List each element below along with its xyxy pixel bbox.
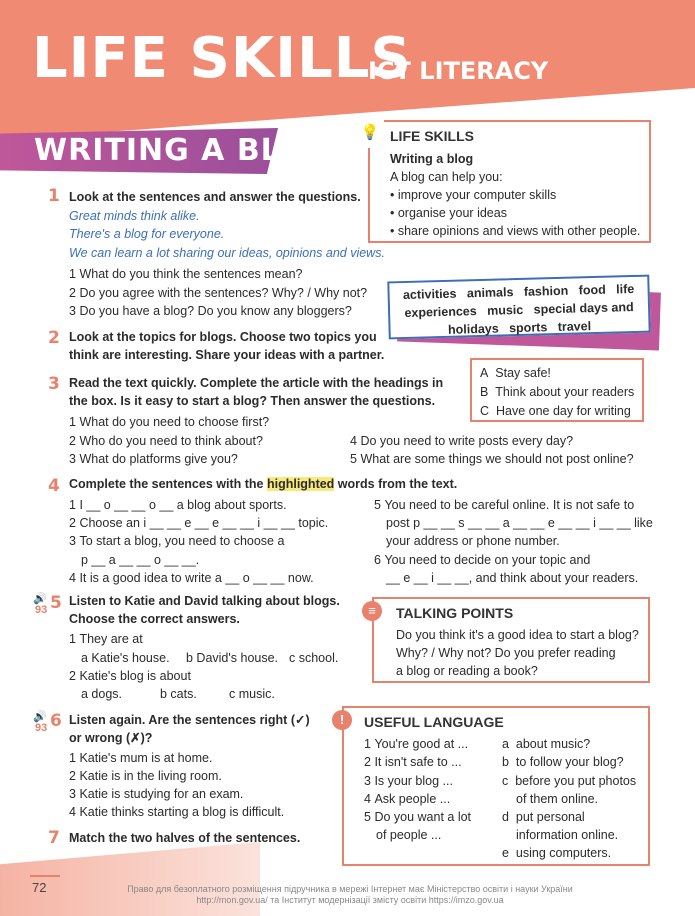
life-skills-box bbox=[360, 120, 651, 243]
question: 3 Do you have a blog? Do you know any bloggers? bbox=[69, 304, 352, 318]
phrase-start: 1 You're good at ... bbox=[364, 737, 469, 751]
exercise-instruction: Listen to Katie and David talking about blogs. bbox=[69, 594, 340, 608]
highlighted-word: highlighted bbox=[266, 477, 335, 491]
statement: 1 Katie's mum is at home. bbox=[69, 751, 213, 765]
sentence: post p __ __ s __ __ a __ __ e __ __ i __ __ like bbox=[386, 516, 653, 530]
question: 3 What do platforms give you? bbox=[69, 452, 238, 466]
exercise-instruction: Choose the correct answers. bbox=[69, 612, 240, 626]
topic-line: experiences music special days and bbox=[404, 300, 634, 320]
question: 1 What do you think the sentences mean? bbox=[69, 267, 303, 281]
exercise-instruction: Complete the sentences with the highlighted words from the text. bbox=[69, 477, 458, 491]
statement: 2 Katie is in the living room. bbox=[69, 769, 222, 783]
talking-point-line: Do you think it's a good idea to start a blog? bbox=[396, 628, 639, 642]
topic-line: holidays sports travel bbox=[447, 319, 592, 337]
exercise-number: 2 bbox=[48, 328, 60, 348]
answer-option[interactable]: c music. bbox=[229, 687, 275, 701]
page-number-rule bbox=[30, 875, 60, 877]
phrase-end: a about music? bbox=[502, 737, 591, 751]
sentence: 5 You need to be careful online. It is not safe to bbox=[374, 498, 635, 512]
unit-subtitle: ICT LITERACY bbox=[368, 57, 549, 85]
heading-option: C Have one day for writing bbox=[480, 404, 631, 418]
headings-box bbox=[470, 358, 644, 422]
exercise-number: 6 bbox=[50, 711, 62, 731]
life-skills-intro: A blog can help you: bbox=[390, 170, 503, 184]
question: 1 They are at bbox=[69, 632, 143, 646]
phrase-end: e using computers. bbox=[502, 846, 612, 860]
exercise-number: 7 bbox=[48, 828, 60, 848]
exclamation-icon: ! bbox=[332, 710, 352, 730]
phrase-end: c before you put photos bbox=[502, 774, 637, 788]
phrase-start: 2 It isn't safe to ... bbox=[364, 755, 462, 769]
talking-point-line: a blog or reading a book? bbox=[396, 664, 538, 678]
exercise-number: 4 bbox=[48, 476, 60, 496]
exercise-instruction: Look at the topics for blogs. Choose two topics you bbox=[69, 330, 377, 344]
audio-icon[interactable]: 🔊 bbox=[33, 593, 47, 605]
question: 1 What do you need to choose first? bbox=[69, 415, 270, 429]
sentence: 2 Choose an i __ __ e __ e __ __ i __ __ topic. bbox=[69, 516, 329, 530]
footer-note-line: Право для безоплатного розміщення підручника в мережі Інтернет має Міністерство освіти і науки України bbox=[127, 884, 573, 894]
track-number: 93 bbox=[35, 604, 48, 616]
phrase-end: information online. bbox=[516, 828, 619, 842]
phrase-end: of them online. bbox=[516, 792, 598, 806]
exercise-number: 1 bbox=[48, 186, 60, 206]
sentence: p __ a __ __ o __ __. bbox=[81, 553, 200, 567]
phrase-start: 5 Do you want a lot bbox=[364, 810, 472, 824]
exercise-number: 5 bbox=[50, 593, 62, 613]
quote: We can learn a lot sharing our ideas, opinions and views. bbox=[69, 246, 385, 260]
talking-points-title: TALKING POINTS bbox=[396, 605, 514, 621]
heading-option: A Stay safe! bbox=[480, 366, 551, 380]
useful-language-title: USEFUL LANGUAGE bbox=[364, 714, 504, 730]
sentence: 4 It is a good idea to write a __ o __ __ now. bbox=[69, 571, 314, 585]
quote: There's a blog for everyone. bbox=[69, 227, 225, 241]
question: 2 Who do you need to think about? bbox=[69, 434, 263, 448]
footer-note bbox=[110, 884, 590, 906]
answer-option[interactable]: a dogs. bbox=[81, 687, 123, 701]
footer-note-line: http://mon.gov.ua/ та Інститут модернізації змісту освіти https://imzo.gov.ua bbox=[196, 895, 504, 905]
heading-option: B Think about your readers bbox=[480, 385, 635, 399]
question: 2 Katie's blog is about bbox=[69, 669, 191, 683]
list-item: • improve your computer skills bbox=[390, 188, 557, 202]
talking-point-line: Why? / Why not? Do you prefer reading bbox=[396, 646, 616, 660]
life-skills-title: LIFE SKILLS bbox=[390, 128, 474, 144]
phrase-end: d put personal bbox=[502, 810, 585, 824]
unit-title: LIFE SKILLS bbox=[32, 26, 412, 91]
answer-option[interactable]: b cats. bbox=[160, 687, 197, 701]
exercise-instruction: Read the text quickly. Complete the article with the headings in bbox=[69, 376, 444, 390]
topic-panel bbox=[387, 275, 650, 340]
topic-line: activities animals fashion food life bbox=[402, 281, 635, 303]
sentence: 1 I __ o __ __ o __ a blog about sports. bbox=[69, 498, 287, 512]
life-skills-subtitle: Writing a blog bbox=[390, 152, 474, 166]
talking-points-box bbox=[368, 597, 650, 683]
audio-icon[interactable]: 🔊 bbox=[33, 711, 47, 723]
track-number: 93 bbox=[35, 722, 48, 734]
page-number: 72 bbox=[32, 880, 47, 895]
phrase-start: 4 Ask people ... bbox=[364, 792, 451, 806]
question: 4 Do you need to write posts every day? bbox=[350, 434, 574, 448]
sentence: 6 You need to decide on your topic and bbox=[374, 553, 591, 567]
quote: Great minds think alike. bbox=[69, 209, 200, 223]
speech-bubble-icon: ≡ bbox=[362, 601, 382, 621]
phrase-end: b to follow your blog? bbox=[502, 755, 624, 769]
exercise-instruction: think are interesting. Share your ideas with a partner. bbox=[69, 348, 385, 362]
sentence: 3 To start a blog, you need to choose a bbox=[69, 534, 285, 548]
sentence: your address or phone number. bbox=[386, 534, 560, 548]
answer-option[interactable]: c school. bbox=[289, 651, 339, 665]
question: 5 What are some things we should not post online? bbox=[350, 452, 634, 466]
exercise-instruction: Match the two halves of the sentences. bbox=[69, 831, 301, 845]
exercise-instruction: Look at the sentences and answer the questions. bbox=[69, 190, 361, 204]
exercise-instruction: or wrong (✗)? bbox=[69, 731, 153, 745]
exercise-instruction: Listen again. Are the sentences right (✓) bbox=[69, 713, 310, 727]
statement: 4 Katie thinks starting a blog is difficult. bbox=[69, 805, 285, 819]
phrase-start: of people ... bbox=[376, 828, 442, 842]
list-item: • share opinions and views with other people. bbox=[390, 224, 641, 238]
lesson-title: WRITING A BLOG bbox=[34, 133, 332, 168]
exercise-number: 3 bbox=[48, 374, 60, 394]
exercise-instruction: the box. Is it easy to start a blog? Then answer the questions. bbox=[69, 394, 436, 408]
answer-option[interactable]: a Katie's house. bbox=[81, 651, 170, 665]
phrase-start: 3 Is your blog ... bbox=[364, 774, 453, 788]
list-item: • organise your ideas bbox=[390, 206, 507, 220]
useful-language-box bbox=[339, 706, 650, 866]
statement: 3 Katie is studying for an exam. bbox=[69, 787, 244, 801]
answer-option[interactable]: b David's house. bbox=[186, 651, 279, 665]
sentence: __ e __ i __ __, and think about your readers. bbox=[386, 571, 639, 585]
lightbulb-icon: 💡 bbox=[356, 120, 384, 148]
question: 2 Do you agree with the sentences? Why? / Why not? bbox=[69, 286, 368, 300]
